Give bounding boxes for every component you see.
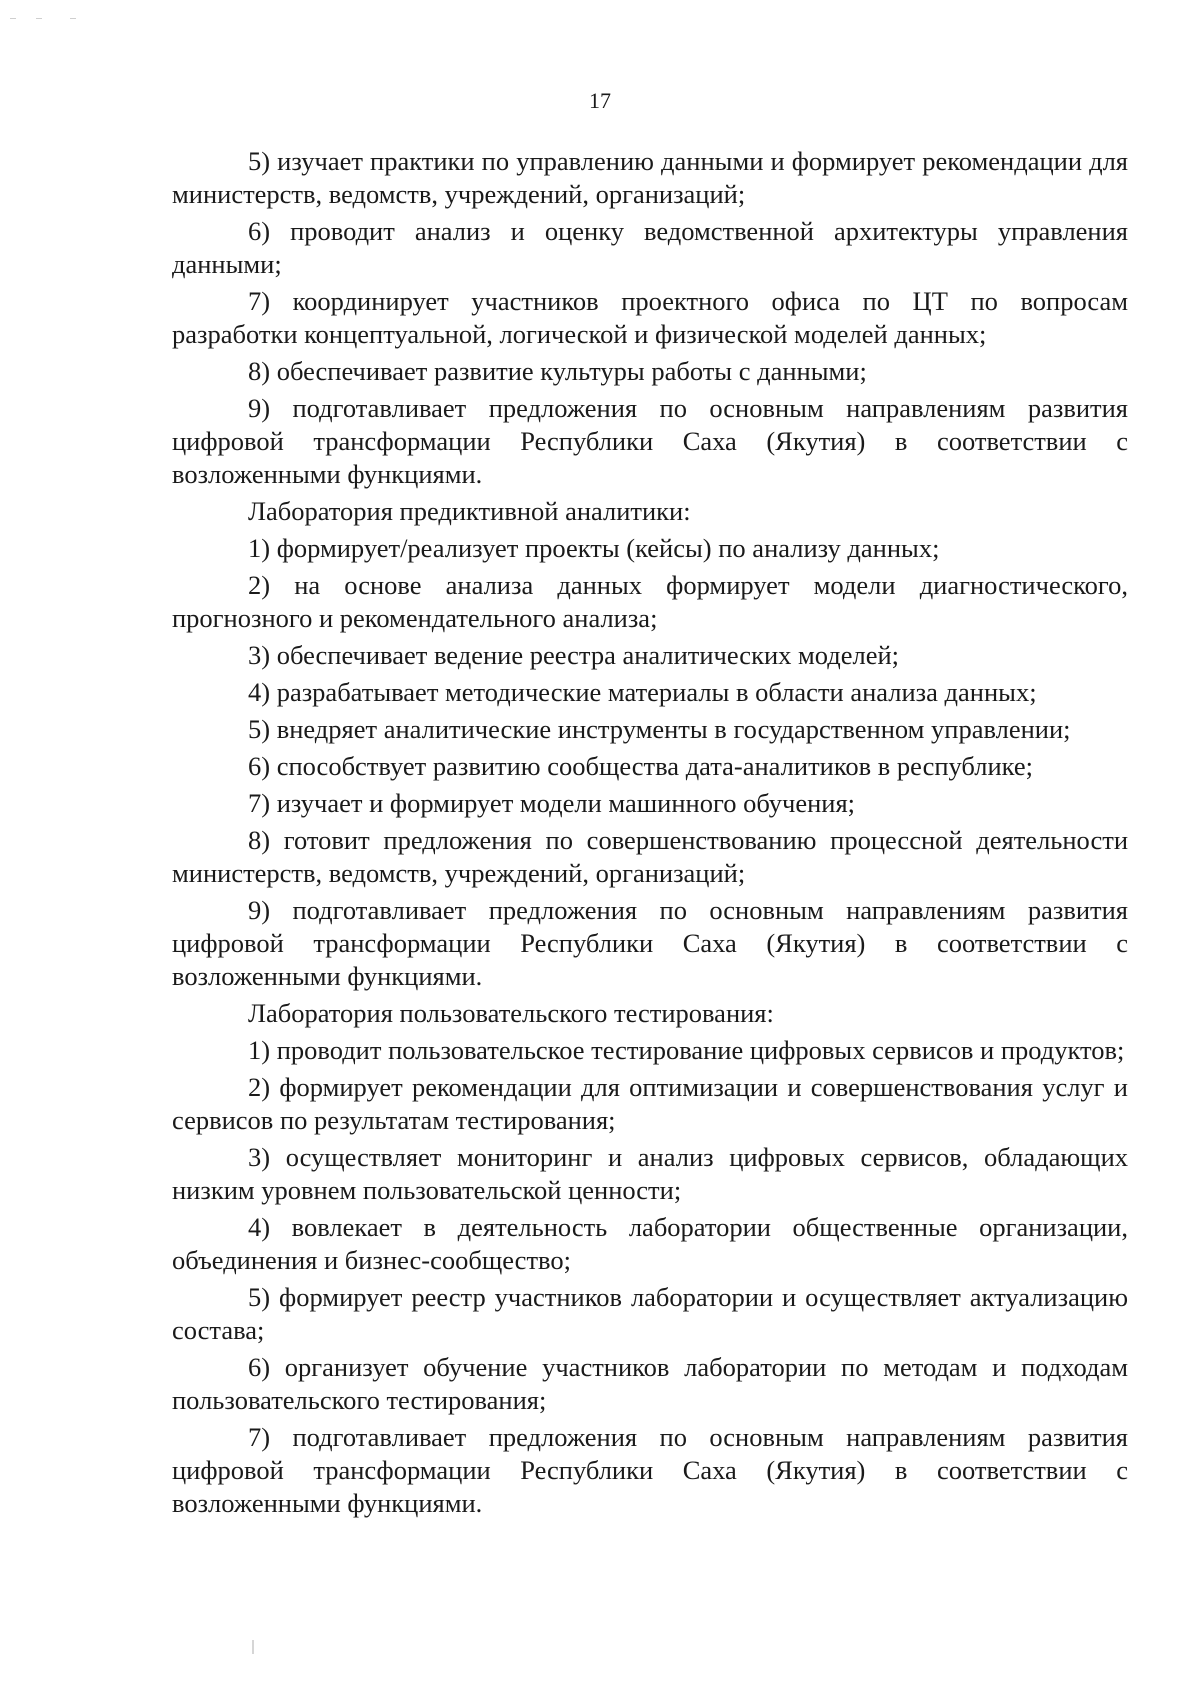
list-item: 5) внедряет аналитические инструменты в государственном управлении; xyxy=(248,714,1071,744)
list-item: 4) вовлекает в деятельность лаборатории общественные организации, объединения и бизнес-сообщество; xyxy=(172,1212,1128,1275)
document-body xyxy=(172,145,1128,1524)
list-item: 1) формирует/реализует проекты (кейсы) по анализу данных; xyxy=(248,533,940,563)
list-item: 2) формирует рекомендации для оптимизации и совершенствования услуг и сервисов по результатам тестирования; xyxy=(172,1072,1128,1135)
list-item: 7) координирует участников проектного офиса по ЦТ по вопросам разработки концептуальной, логической и физической моделей данных; xyxy=(172,286,1128,349)
list-item: 9) подготавливает предложения по основным направлениям развития цифровой трансформации Республики Саха (Якутия) в соответствии с возложенными функциями. xyxy=(172,895,1128,991)
list-item: 3) обеспечивает ведение реестра аналитических моделей; xyxy=(248,640,900,670)
list-item: 2) на основе анализа данных формирует модели диагностического, прогнозного и рекомендательного анализа; xyxy=(172,570,1128,633)
section-heading-user-testing: Лаборатория пользовательского тестирования: xyxy=(248,998,774,1028)
list-item: 8) обеспечивает развитие культуры работы с данными; xyxy=(248,356,867,386)
list-item: 6) проводит анализ и оценку ведомственной архитектуры управления данными; xyxy=(172,216,1128,279)
page-number: 17 xyxy=(589,88,611,113)
list-item: 7) подготавливает предложения по основным направлениям развития цифровой трансформации Республики Саха (Якутия) в соответствии с возложенными функциями. xyxy=(172,1422,1128,1518)
list-item: 6) организует обучение участников лаборатории по методам и подходам пользовательского тестирования; xyxy=(172,1352,1128,1415)
list-item: 6) способствует развитию сообщества дата-аналитиков в республике; xyxy=(248,751,1033,781)
list-item: 7) изучает и формирует модели машинного обучения; xyxy=(248,788,856,818)
list-item: 5) изучает практики по управлению данными и формирует рекомендации для министерств, ведомств, учреждений, организаций; xyxy=(172,146,1128,209)
section-heading-predictive-analytics: Лаборатория предиктивной аналитики: xyxy=(248,496,691,526)
list-item: 9) подготавливает предложения по основным направлениям развития цифровой трансформации Республики Саха (Якутия) в соответствии с возложенными функциями. xyxy=(172,393,1128,489)
list-item: 3) осуществляет мониторинг и анализ цифровых сервисов, обладающих низким уровнем пользовательской ценности; xyxy=(172,1142,1128,1205)
scan-artifact xyxy=(10,14,130,24)
list-item: 8) готовит предложения по совершенствованию процессной деятельности министерств, ведомств, учреждений, организаций; xyxy=(172,825,1128,888)
list-item: 5) формирует реестр участников лаборатории и осуществляет актуализацию состава; xyxy=(172,1282,1128,1345)
list-item: 4) разрабатывает методические материалы в области анализа данных; xyxy=(248,677,1037,707)
scan-artifact xyxy=(252,1640,254,1654)
list-item: 1) проводит пользовательское тестирование цифровых сервисов и продуктов; xyxy=(248,1035,1125,1065)
